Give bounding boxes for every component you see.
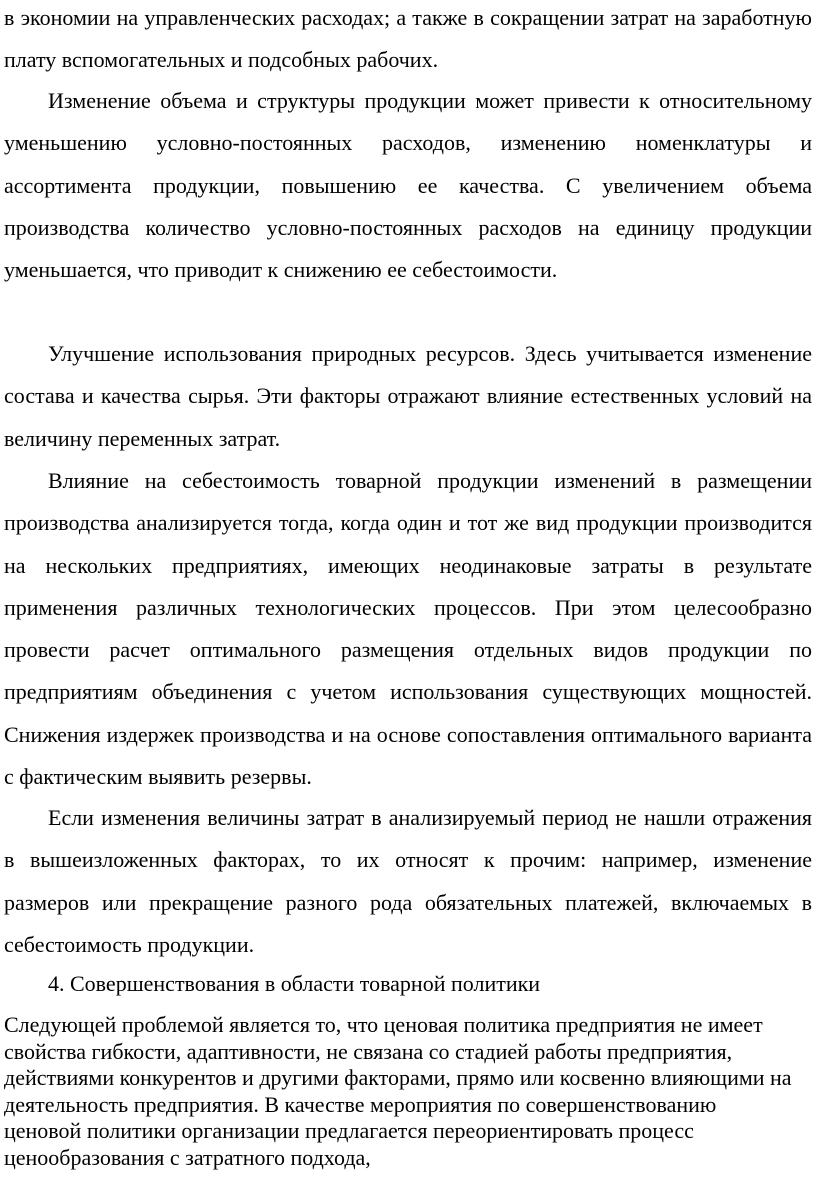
section-heading: 4. Совершенствования в области товарной политики [48, 971, 541, 996]
paragraph-continuation: в экономии на управленческих расходах; а также в сокращении затрат на заработную плату вспомогательных и подсобных рабочих. [4, 5, 812, 73]
paragraph-production-placement: Влияние на себестоимость товарной продукции изменений в размещении производства анализируется тогда, когда один и тот же вид продукции производится на нескольких предприятиях, имеющих неодинаковые затраты в результате применения различных технологических процессов. При этом целесообразно провести расчет оптимального размещения отдельных видов продукции по предприятиям объединения с учетом использования существующих мощностей. Снижения издержек производства и на основе сопоставления оптимального варианта с фактическим выявить резервы. [4, 468, 812, 790]
paragraph-other-factors: Если изменения величины затрат в анализируемый период не нашли отражения в вышеизложенных факторах, то их относят к прочим: например, изменение размеров или прекращение разного рода обязательных платежей, включаемых в себестоимость продукции. [4, 805, 812, 957]
paragraph-volume-structure: Изменение объема и структуры продукции может привести к относительному уменьшению условно-постоянных расходов, изменению номенклатуры и ассортимента продукции, повышению ее качества. С увеличением объема производства количество условно-постоянных расходов на единицу продукции уменьшается, что приводит к снижению ее себестоимости. [4, 88, 812, 283]
paragraph-natural-resources: Улучшение использования природных ресурсов. Здесь учитывается изменение состава и качества сырья. Эти факторы отражают влияние естественных условий на величину переменных затрат. [4, 341, 812, 451]
paragraph-pricing-policy: Следующей проблемой является то, что ценовая политика предприятия не имеет свойства гибкости, адаптивности, не связана со стадией работы предприятия, действиями конкурентов и другими факторами, прямо или косвенно влияющими на деятельность предприятия. В качестве мероприятия по совершенствованию ценовой политики организации предлагается переориентировать процесс ценообразования с затратного подхода, [4, 1012, 792, 1170]
